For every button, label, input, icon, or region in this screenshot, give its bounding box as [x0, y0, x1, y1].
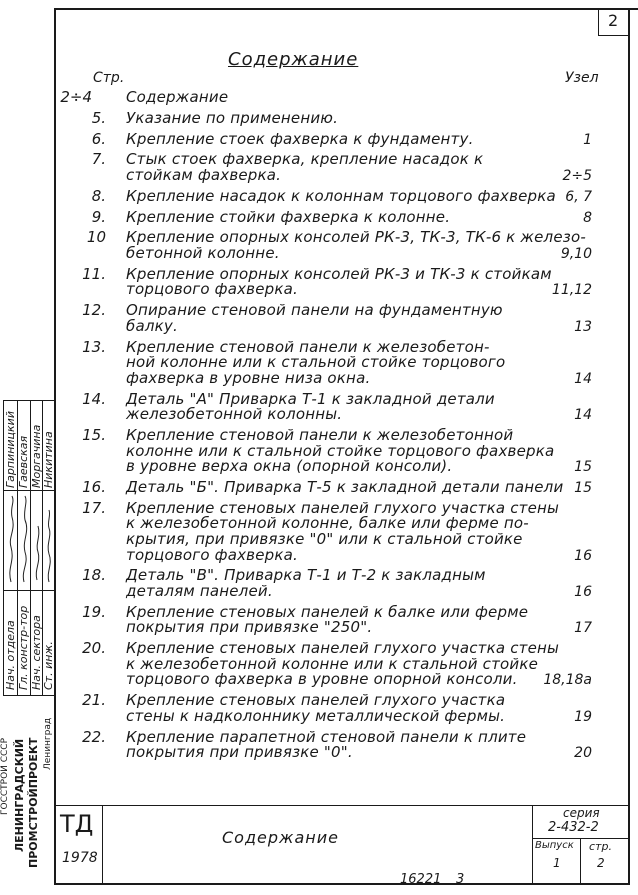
issue-label: Выпуск	[535, 840, 574, 851]
titleblock-name: Содержание	[222, 828, 339, 847]
entry-text-line: железобетонной колонны.	[126, 405, 343, 424]
entry-text-line: Деталь "В". Приварка Т-1 и Т-2 к закладным	[126, 566, 486, 585]
role-2: Гл. констр-тор	[17, 605, 30, 690]
entry-text-line: Крепление стоек фахверка к фундаменту.	[126, 129, 474, 148]
entry-text-line: покрытия при привязке "250".	[126, 618, 373, 637]
name-3: Моргачина	[30, 424, 43, 488]
entry-node-ref: 9,10	[560, 246, 592, 262]
column-header-page: Стр.	[93, 70, 125, 86]
entry-number: 20.	[82, 639, 106, 658]
stamp-top	[3, 400, 55, 401]
entry-node-ref: 16	[574, 547, 592, 564]
entry-text-line: торцового фахверка.	[126, 545, 298, 564]
titleblock-div-1	[102, 805, 103, 885]
entry-node-ref: 11,12	[551, 282, 592, 299]
entry-text-line: в уровне верха окна (опорной консоли).	[126, 457, 453, 476]
footer-sheet: 3	[456, 872, 465, 887]
entry-node-ref: 18,18а	[543, 672, 592, 689]
org-name-1: ЛЕНИНГРАДСКИЙ	[13, 738, 26, 852]
entry-number: 9.	[91, 207, 106, 226]
entry-number: 15.	[82, 426, 106, 444]
page-number: 2	[608, 11, 619, 30]
entry-node-ref: 17	[574, 620, 592, 637]
entry-text-line: стены к надколоннику металлической фермы.	[126, 706, 506, 725]
entry-text-line: Крепление стойки фахверка к колонне.	[126, 207, 451, 226]
page-box-left	[598, 8, 599, 36]
entry-text-line: Деталь "Б". Приварка Т-5 к закладной детали панели	[126, 478, 564, 496]
name-4: Никитина	[42, 431, 55, 488]
entry-node-ref: 8	[583, 209, 592, 226]
entry-text-line: Крепление стеновой панели к железобетон-	[126, 337, 490, 356]
entry-text-line: ной колонне или к стальной стойке торцового	[126, 353, 506, 372]
entry-text-line: Крепление стеновых панелей глухого участка стены	[126, 639, 560, 658]
stamp-row-1	[3, 490, 55, 491]
titleblock-div-2	[532, 805, 533, 885]
signature-scribbles	[3, 492, 55, 588]
entry-number: 17.	[82, 498, 106, 517]
sheet-value: 2	[597, 856, 605, 870]
entry-node-ref: 2÷5	[562, 168, 592, 184]
stamp-row-2	[3, 590, 55, 591]
entry-node-ref: 16	[574, 584, 592, 600]
entry-text-line: к железобетонной колонне, балке или ферме по-	[126, 514, 529, 533]
entry-text-line: торцового фахверка.	[126, 280, 298, 299]
entry-text-line: Крепление опорных консолей РК-3, ТК-3, ТК-6 к железо-	[126, 228, 586, 247]
series-label: серия	[563, 806, 600, 820]
name-2: Гаевская	[17, 435, 30, 488]
entry-text-line: Крепление стеновых панелей к балке или ферме	[126, 602, 529, 621]
entry-text-line: к железобетонной колонне или к стальной стойке	[126, 654, 539, 673]
titleblock-div-3	[580, 838, 581, 885]
org-top: ГОССТРОЙ СССР	[0, 737, 10, 815]
page-title: Содержание	[228, 49, 359, 70]
entry-text-line: Опирание стеновой панели на фундаментную	[126, 301, 503, 320]
doc-year: 1978	[62, 850, 98, 866]
entry-text-line: деталям панелей.	[126, 582, 273, 600]
titleblock-top	[54, 805, 630, 806]
frame-bottom	[54, 883, 630, 885]
entry-number: 16.	[82, 478, 106, 496]
page-box-bottom	[598, 35, 629, 36]
entry-text-line: колонне или к стальной стойке торцового фахверка	[126, 441, 555, 460]
role-4: Ст. инж.	[42, 641, 55, 690]
entry-text-line: Крепление стеновых панелей глухого участка	[126, 691, 506, 710]
entry-number: 10	[86, 228, 106, 247]
role-1: Нач. отдела	[4, 620, 17, 690]
entry-node-ref: 1	[583, 131, 592, 148]
entry-node-ref: 15	[574, 459, 592, 476]
stamp-bottom	[3, 695, 55, 696]
entry-text-line: крытия, при привязке "0" или к стальной стойке	[126, 530, 523, 548]
entry-node-ref: 13	[574, 318, 592, 335]
entry-text-line: Крепление парапетной стеновой панели к плите	[126, 727, 527, 746]
entry-text-line: Крепление насадок к колоннам торцового фахверка	[126, 186, 556, 205]
entry-text-line: Крепление опорных консолей РК-3 и ТК-3 к стойкам	[126, 264, 552, 283]
entry-number: 21.	[82, 691, 106, 710]
entry-number: 14.	[82, 389, 106, 408]
org-name-2: ПРОМСТРОЙПРОЕКТ	[27, 737, 40, 868]
entry-text-line: Указание по применению.	[126, 108, 339, 127]
footer-number: 16221	[400, 872, 442, 887]
frame-right	[628, 8, 630, 885]
titleblock-hline	[532, 838, 630, 839]
entry-text-line: стойкам фахверка.	[126, 166, 282, 184]
entry-text-line: покрытия при привязке "0".	[126, 743, 353, 762]
entry-text-line: Содержание	[126, 88, 229, 106]
entry-number: 18.	[82, 566, 106, 585]
frame-top	[54, 8, 638, 10]
entry-number: 13.	[82, 337, 106, 356]
entry-number: 19.	[82, 602, 106, 621]
name-1: Гарпиницкий	[4, 411, 17, 488]
entry-number: 6.	[91, 129, 106, 148]
org-city: Ленинград	[43, 717, 53, 770]
entry-text-line: торцового фахверка в уровне опорной консоли.	[126, 670, 518, 689]
entry-text-line: балку.	[126, 316, 178, 335]
entry-node-ref: 14	[574, 407, 592, 424]
entry-node-ref: 14	[574, 370, 592, 387]
sheet-label: стр.	[589, 840, 612, 853]
column-header-node: Узел	[565, 70, 599, 86]
entry-text-line: Крепление стеновой панели к железобетонной	[126, 426, 514, 444]
entry-node-ref: 6, 7	[565, 188, 592, 205]
entry-text-line: бетонной колонне.	[126, 244, 280, 262]
entry-number: 12.	[82, 301, 106, 320]
entry-text-line: фахверка в уровне низа окна.	[126, 368, 371, 387]
entry-node-ref: 20	[574, 745, 592, 762]
entry-text-line: Деталь "А" Приварка Т-1 к закладной детали	[126, 389, 495, 408]
entry-node-ref: 19	[574, 708, 592, 725]
entry-text-line: Крепление стеновых панелей глухого участка стены	[126, 498, 560, 517]
entry-number: 2÷4	[60, 88, 92, 106]
entry-number: 7.	[91, 150, 106, 169]
series-value: 2-432-2	[548, 820, 599, 835]
entry-number: 8.	[91, 186, 106, 205]
issue-value: 1	[553, 856, 561, 870]
entry-number: 11.	[82, 264, 106, 283]
entry-node-ref: 15	[574, 480, 592, 496]
role-3: Нач. сектора	[30, 615, 43, 690]
entry-number: 22.	[82, 727, 106, 746]
doc-code: ТД	[60, 810, 94, 838]
entry-number: 5.	[91, 108, 106, 127]
entry-text-line: Стык стоек фахверка, крепление насадок к	[126, 150, 484, 169]
